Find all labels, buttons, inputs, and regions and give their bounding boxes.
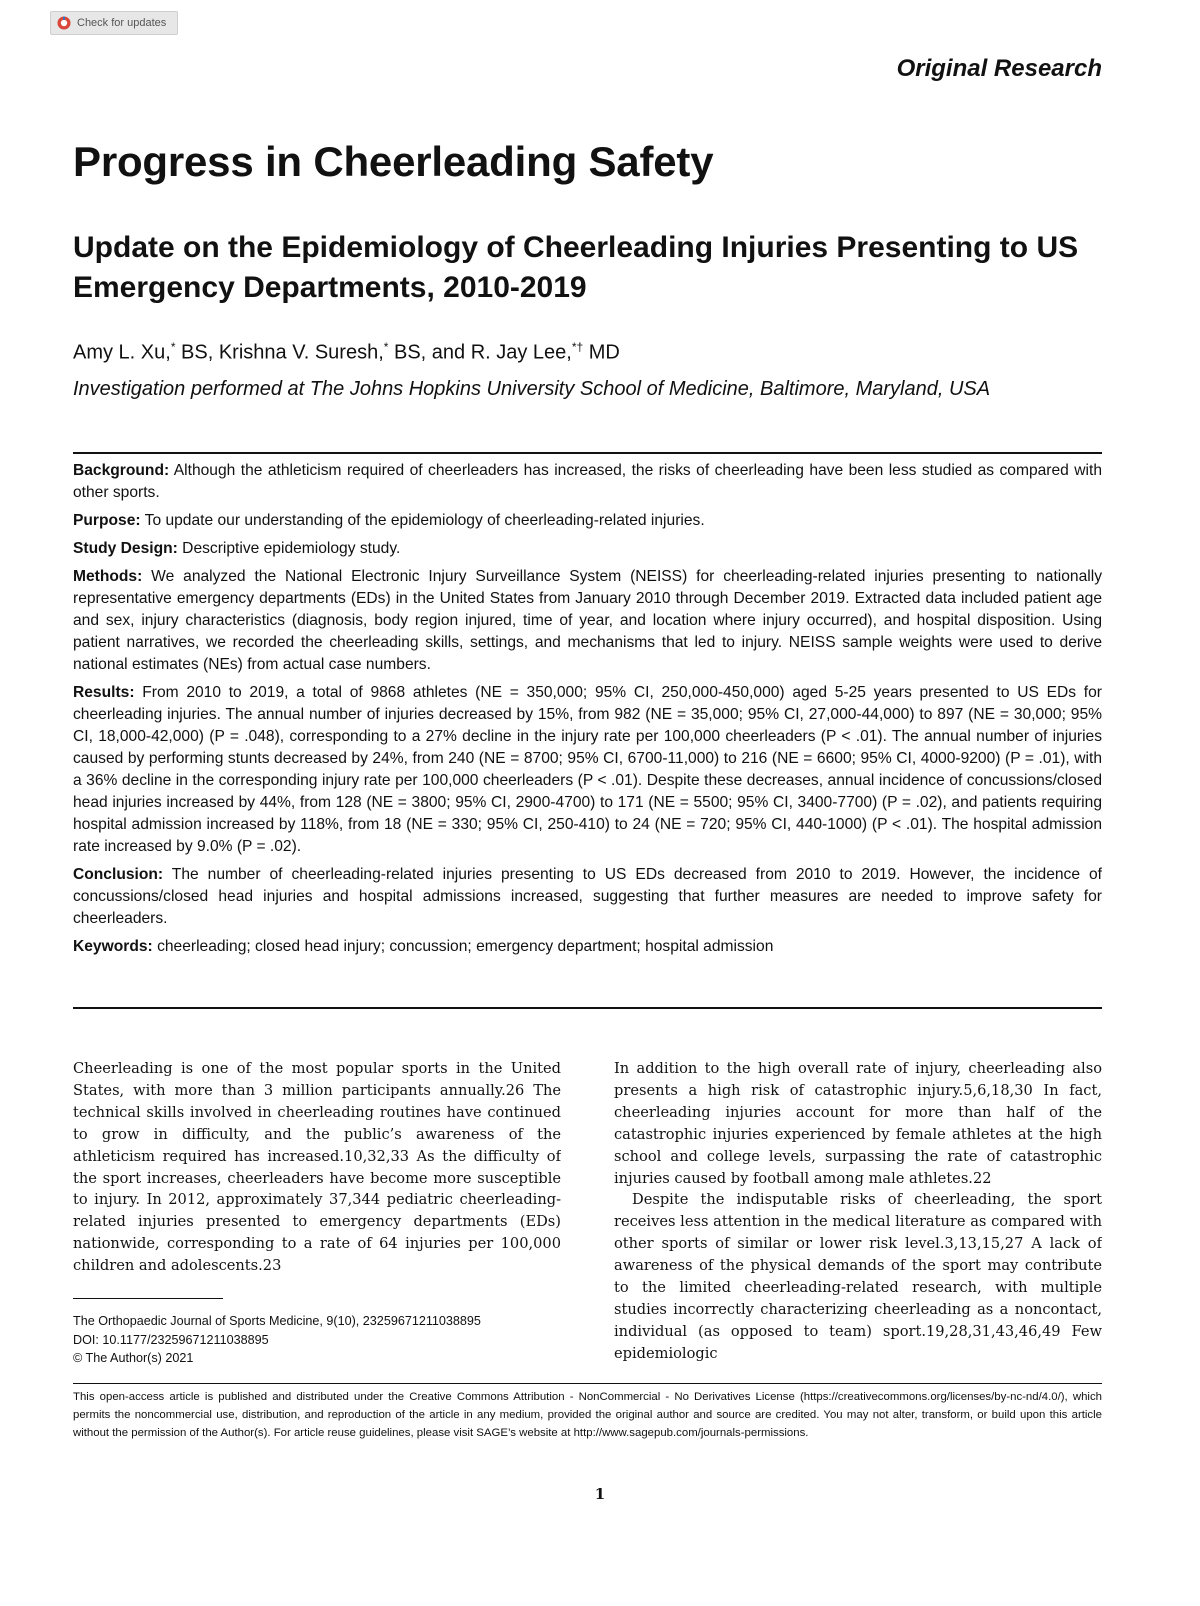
journal-citation: The Orthopaedic Journal of Sports Medicine, 9(10), 23259671211038895	[73, 1314, 481, 1328]
abstract-label: Conclusion:	[73, 866, 164, 883]
page-number: 1	[594, 1485, 606, 1503]
abstract-label: Methods:	[73, 568, 143, 585]
author-degree: MD	[583, 341, 620, 364]
body-paragraph: In addition to the high overall rate of injury, cheerleading also presents a high risk of catastrophic injury.5,6,18,30 In fact, cheerleading injuries account for more than half of the catastrophic injuries experienced by female athletes at the high school and college levels, surpassing the rate of catastrophic injuries caused by football among male athletes.22	[614, 1060, 1102, 1187]
abstract	[73, 460, 1102, 964]
section-label: Original Research	[896, 55, 1102, 82]
body-paragraph: Despite the indisputable risks of cheerleading, the sport receives less attention in the medical literature as compared with other sports of similar or lower risk level.3,13,15,27 A lack of awareness of the physical demands of the sport may contribute to the limited cheerleading-related research, with multiple studies incorrectly characterizing cheerleading as a noncontact, individual (as opposed to team) sport.19,28,31,43,46,49 Few epidemiologic	[614, 1191, 1102, 1362]
abstract-methods	[73, 566, 1102, 676]
body-column-right	[614, 1058, 1102, 1368]
abstract-purpose	[73, 510, 1102, 532]
abstract-text: To update our understanding of the epidemiology of cheerleading-related injuries.	[140, 512, 705, 529]
license-text: This open-access article is published and distributed under the Creative Commons Attribution - NonCommercial - No Derivatives License (https://creativecommons.org/licenses/by-nc-nd/4.0/), which permits the noncommercial use, distribution, and reproduction of the article in any medium, provided the original author and source are credited. You may not alter, transform, or build upon this article without the permission of the Author(s). For article reuse guidelines, please visit SAGE’s website at http://www.sagepub.com/journals-permissions.	[73, 1391, 1102, 1440]
abstract-label: Keywords:	[73, 938, 153, 955]
author-mark: *	[170, 340, 176, 354]
abstract-text: cheerleading; closed head injury; concussion; emergency department; hospital admission	[152, 938, 774, 955]
doi: DOI: 10.1177/23259671211038895	[73, 1332, 269, 1347]
body-paragraph: Cheerleading is one of the most popular sports in the United States, with more than 3 million participants annually.26 The technical skills involved in cheerleading routines have continued to grow in difficulty, and the public’s awareness of the athleticism required has increased.10,32,33 As the difficulty of the sport increases, cheerleaders have become more susceptible to injury. In 2012, approximately 37,344 pediatric cheerleading-related injuries presented to emergency departments (EDs) nationwide, corresponding to a rate of 64 injuries per 100,000 children and adolescents.23	[73, 1060, 561, 1275]
abstract-text: Although the athleticism required of cheerleaders has increased, the risks of cheerleading have been less studied as compared with other sports.	[73, 462, 1102, 501]
author-name: Krishna V. Suresh,	[213, 341, 384, 364]
abstract-conclusion	[73, 864, 1102, 930]
abstract-keywords	[73, 936, 1102, 958]
abstract-label: Study Design:	[73, 540, 178, 557]
copyright: © The Author(s) 2021	[73, 1351, 194, 1365]
abstract-text: We analyzed the National Electronic Injury Surveillance System (NEISS) for cheerleading-related injuries presenting to nationally representative emergency departments (EDs) in the United States from January 2010 through December 2019. Extracted data included patient age and sex, injury characteristics (diagnosis, body region injured, time of year, and location where injury occurred), and hospital disposition. Using patient narratives, we recorded the cheerleading skills, settings, and mechanisms that led to injury. NEISS sample weights were used to derive national estimates (NEs) from actual case numbers.	[73, 568, 1102, 673]
abstract-background	[73, 460, 1102, 504]
abstract-text: The number of cheerleading-related injuries presenting to US EDs decreased from 2010 to 2019. However, the incidence of concussions/closed head injuries and hospital admissions increased, suggesting that further measures are needed to improve safety for cheerleaders.	[73, 866, 1102, 927]
abstract-top-divider	[73, 452, 1102, 454]
check-for-updates-label: Check for updates	[77, 17, 167, 29]
journal-info	[73, 1312, 573, 1368]
footnote-divider	[73, 1298, 223, 1299]
abstract-text: Descriptive epidemiology study.	[177, 540, 401, 557]
abstract-study-design	[73, 538, 1102, 560]
abstract-bottom-divider	[73, 1007, 1102, 1009]
abstract-label: Background:	[73, 462, 170, 479]
author-name: Amy L. Xu,	[73, 341, 171, 364]
author-mark: *†	[571, 340, 584, 354]
affiliation: Investigation performed at The Johns Hopkins University School of Medicine, Baltimore, Maryland, USA	[73, 378, 991, 400]
abstract-text: From 2010 to 2019, a total of 9868 athletes (NE = 350,000; 95% CI, 250,000-450,000) aged 5-25 years presented to US EDs for cheerleading injuries. The annual number of injuries decreased by 15%, from 982 (NE = 35,000; 95% CI, 27,000-44,000) to 897 (NE = 30,000; 95% CI, 18,000-42,000) (P = .048), corresponding to a 27% decline in the injury rate per 100,000 cheerleaders (P < .01). The annual number of injuries caused by performing stunts decreased by 24%, from 240 (NE = 8700; 95% CI, 6700-11,000) to 216 (NE = 6600; 95% CI, 4000-9200) (P = .01), with a 36% decline in the corresponding injury rate per 100,000 cheerleaders (P < .01). Despite these decreases, annual incidence of concussions/closed head injuries increased by 44%, from 128 (NE = 3800; 95% CI, 2900-4700) to 171 (NE = 5500; 95% CI, 3400-7700) (P = .02), and patients requiring hospital admission increased by 118%, from 18 (NE = 330; 95% CI, 250-410) to 24 (NE = 720; 95% CI, 440-1000) (P < .01). The hospital admission rate increased by 9.0% (P = .02).	[73, 684, 1102, 855]
author-mark: *	[383, 340, 389, 354]
check-for-updates-icon	[57, 16, 71, 30]
author-name: R. Jay Lee,	[465, 341, 572, 364]
check-for-updates-button[interactable]	[50, 11, 178, 35]
article-subtitle: Update on the Epidemiology of Cheerleading Injuries Presenting to US Emergency Departments, 2010-2019	[73, 231, 1079, 304]
body-column-left	[73, 1058, 561, 1292]
license-divider	[73, 1383, 1102, 1384]
article-title: Progress in Cheerleading Safety	[73, 138, 714, 185]
abstract-label: Purpose:	[73, 512, 141, 529]
abstract-label: Results:	[73, 684, 135, 701]
author-degree: BS,	[175, 341, 214, 364]
abstract-results	[73, 682, 1102, 858]
author-list	[73, 340, 620, 365]
author-degree: BS, and	[388, 341, 466, 364]
